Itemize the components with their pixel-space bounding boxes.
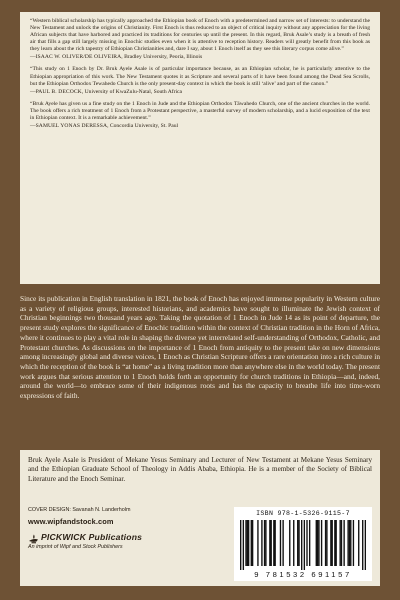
barcode-bar bbox=[257, 520, 258, 566]
isbn-label: ISBN 978-1-5326-9115-7 bbox=[256, 510, 350, 517]
barcode-bar bbox=[306, 520, 307, 566]
barcode-bar bbox=[349, 520, 350, 566]
publisher-credits bbox=[28, 507, 228, 550]
barcode-bar bbox=[282, 520, 283, 566]
barcode-bar bbox=[298, 520, 299, 566]
endorsement-attribution bbox=[30, 123, 370, 130]
barcode-bar bbox=[243, 520, 244, 570]
barcode-bar bbox=[353, 520, 354, 566]
barcode-bar bbox=[273, 520, 274, 566]
barcode-bar bbox=[289, 520, 290, 566]
endorser-affiliation: , Concordia University, St. Paul bbox=[107, 123, 179, 130]
barcode-bar bbox=[240, 520, 241, 570]
barcode-bar bbox=[365, 520, 366, 570]
endorsement-attribution bbox=[30, 54, 370, 61]
endorsement-attribution bbox=[30, 89, 370, 96]
barcode-bar bbox=[301, 520, 302, 570]
barcode-bar bbox=[245, 520, 246, 566]
endorser-affiliation: , Bradley University, Peoria, Illinois bbox=[121, 54, 203, 61]
endorser-affiliation: , University of KwaZulu-Natal, South Africa bbox=[81, 88, 183, 95]
barcode-bar bbox=[309, 520, 310, 566]
barcode-bar bbox=[316, 520, 317, 566]
publisher-website-link[interactable]: www.wipfandstock.com bbox=[28, 517, 114, 526]
barcode-bar bbox=[280, 520, 281, 566]
endorsement-quote: “This study on 1 Enoch by Dr. Bruk Ayele Asale is of particular importance because, as an Ethiopian scholar, he is particularly attentive to the Ethiopian appropriation of this work. The New Testament quotes it as Scripture and several parts of it have been found among the Dead Sea Scrolls, but the Ethiopian Orthodox Tewahedo Church is the only present-day context in which the book is still ‘alive’ and part of the canon.” bbox=[30, 66, 370, 87]
publisher-row bbox=[28, 531, 228, 542]
barcode-bar bbox=[339, 520, 340, 566]
barcode-bar bbox=[358, 520, 359, 566]
endorsement bbox=[30, 101, 370, 130]
cover-design-credit: COVER DESIGN: Savanah N. Landerholm bbox=[28, 507, 131, 513]
endorser-name: SAMUEL YONAS DERESSA bbox=[35, 123, 108, 130]
barcode-bar bbox=[248, 520, 249, 566]
barcode-bar bbox=[261, 520, 262, 566]
barcode-bar bbox=[321, 520, 322, 566]
barcode-bar bbox=[362, 520, 363, 570]
barcode-bar bbox=[251, 520, 252, 566]
barcode-bar bbox=[252, 520, 253, 566]
barcode-bar bbox=[318, 520, 319, 566]
barcode-bar bbox=[247, 520, 248, 566]
publisher-name: PICKWICK Publications bbox=[41, 531, 143, 542]
barcode-bar bbox=[293, 520, 294, 566]
attribution-dash: — bbox=[30, 123, 36, 130]
barcode-bar bbox=[297, 520, 298, 566]
barcode-bar bbox=[271, 520, 272, 566]
book-description: Since its publication in English translation in 1821, the book of Enoch has enjoyed immense popularity in Western culture as a variety of religious groups, interested historians, and academics have sought to illuminate the Jewish context of Christian beginnings two thousand years ago. Taking the quotation of 1 Enoch in Jude 14 as its point of departure, the present study explores the significance of Enochic tradition within the context of Christian tradition in the Horn of Africa, where it continues to play a vital role in shaping the diverse yet interrelated self-understanding of Orthodox, Catholic, and Protestant churches. As discussions on the importance of 1 Enoch from antiquity to the present take on new dimensions among increasingly global and diverse voices, 1 Enoch as Christian Scripture offers a rare orientation into a rich culture in which the reception of the book is “at home” as a living tradition more than anywhere else in the world today. The present work argues that serious attention to 1 Enoch holds forth an opportunity for church traditions in Ethiopia—and, indeed, around the world—to embrace some of their indigenous roots and has the capacity to breathe life into time-worn expressions of faith. bbox=[20, 294, 380, 401]
lamp-icon bbox=[28, 531, 39, 542]
barcode-bar bbox=[334, 520, 335, 566]
barcode-bar bbox=[341, 520, 342, 566]
barcode-bar bbox=[350, 520, 351, 566]
barcode-bar bbox=[325, 520, 326, 566]
author-bio-panel bbox=[20, 450, 380, 586]
barcode-bar bbox=[347, 520, 348, 566]
attribution-dash: — bbox=[30, 88, 36, 95]
barcode-bar bbox=[274, 520, 275, 566]
barcode-bar bbox=[269, 520, 270, 566]
barcode-bar bbox=[317, 520, 318, 566]
barcode-bar bbox=[330, 520, 331, 566]
publisher-imprint: An imprint of Wipf and Stock Publishers bbox=[28, 544, 123, 550]
barcode-bar bbox=[304, 520, 305, 570]
barcode-bar bbox=[335, 520, 336, 566]
endorsement bbox=[30, 18, 370, 61]
endorser-name: ISAAC W. OLIVER/DE OLIVEIRA bbox=[35, 54, 122, 61]
barcode bbox=[240, 520, 366, 570]
barcode-box bbox=[234, 507, 372, 581]
barcode-bar bbox=[265, 520, 266, 566]
barcode-bar bbox=[264, 520, 265, 566]
barcode-digits: 9 781532 691157 bbox=[254, 570, 352, 579]
endorsement-quote: “Bruk Ayele has given us a fine study on the 1 Enoch in Jude and the Ethiopian Orthodox Täwahedo Church, one of the ancient churches in the world. The book offers a rich treatment of 1 Enoch from a Protestant perspective, a masterful survey of modern scholarship, and a lucid exposition of the text in Ethiopian context. It is a remarkable achievement.” bbox=[30, 100, 370, 121]
barcode-bar bbox=[332, 520, 333, 566]
barcode-bar bbox=[343, 520, 344, 566]
endorser-name: PAUL B. DECOCK bbox=[35, 88, 82, 95]
barcode-bar bbox=[326, 520, 327, 566]
author-bio: Bruk Ayele Asale is President of Mekane Yesus Seminary and Lecturer of New Testament at Mekane Yesus Seminary and the Ethiopian Graduate School of Theology in Addis Ababa, Ethiopia. He is a member of the Society of Biblical Literature and the Enoch Seminar. bbox=[28, 456, 372, 483]
endorsement-quote: “Western biblical scholarship has typically approached the Ethiopian book of Enoch with a predetermined and narrow set of interests: to understand the New Testament and unlock the origins of Christianity. First Enoch is thus reduced to an object of critical inquiry without any appreciation for the living African subjects that have harbored and practiced its traditions for centuries up until the present. In this regard, Bruk Asale’s study is a breath of fresh air that fills a gap still largely missing in Enochic studies even when it is attentive to reception history. Readers will greatly benefit from this book as they learn about the rich tapestry of Ethiopian Christianities and, dare I say, about 1 Enoch itself as they see this literary corpus come alive.” bbox=[30, 18, 370, 53]
endorsements-panel bbox=[20, 12, 380, 284]
endorsement bbox=[30, 66, 370, 95]
attribution-dash: — bbox=[30, 54, 36, 61]
